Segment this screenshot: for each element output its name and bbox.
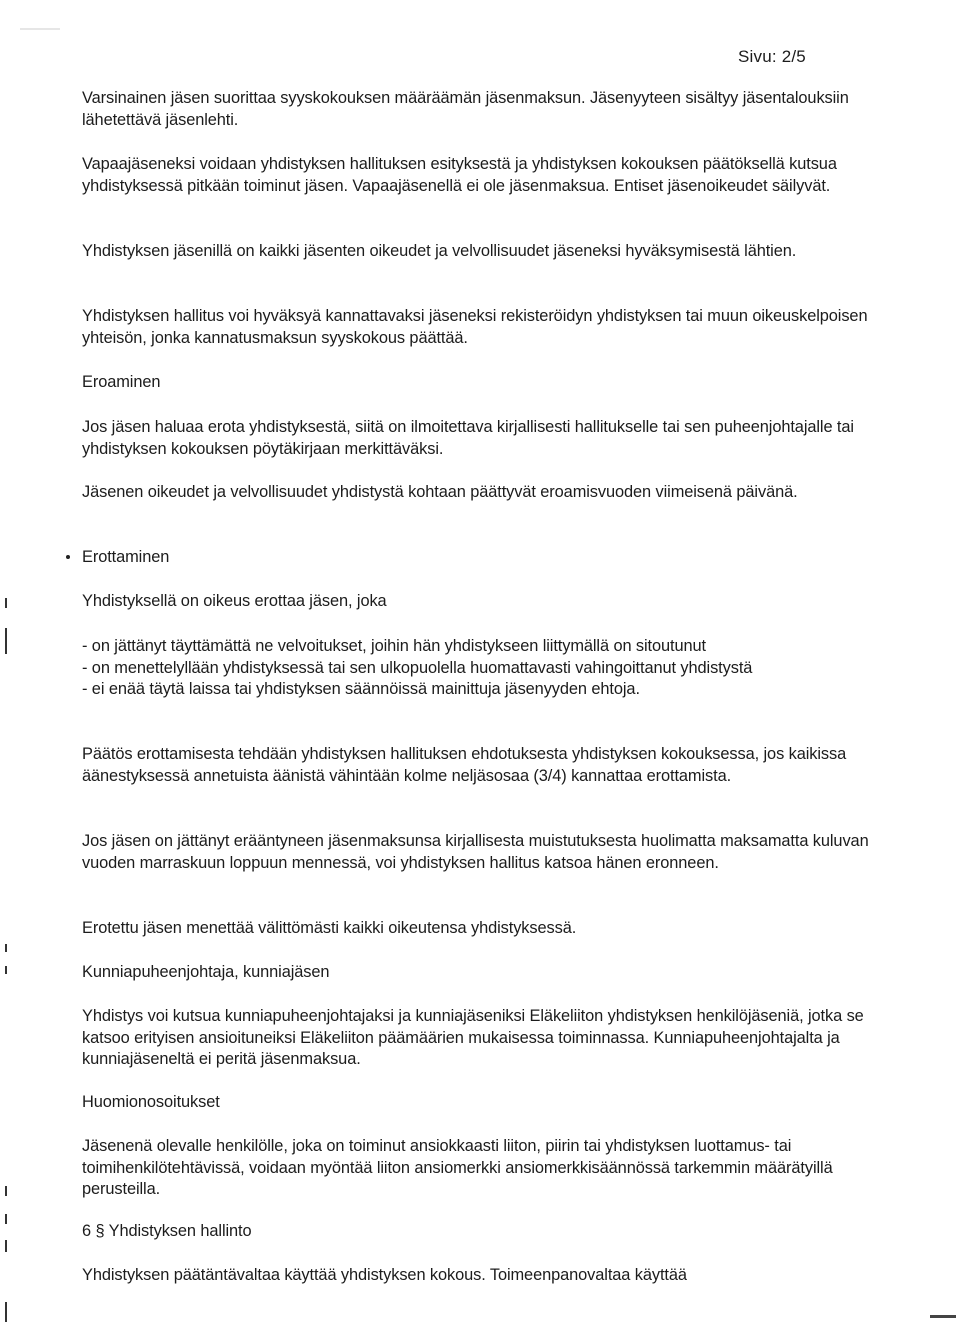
- margin-mark: [5, 1186, 7, 1196]
- paragraph-expulsion-decision: Päätös erottamisesta tehdään yhdistyksen hallituksen ehdotuksesta yhdistyksen kokouksessa, jos kaikissa äänestyksessä annetuista äänistä vähintään kolme neljäsosaa (3/4) kannattaa erottamista.: [82, 745, 847, 785]
- paragraph-awards: Jäsenenä olevalle henkilölle, joka on toiminut ansiokkaasti liiton, piirin tai yhdistyksen luottamus- tai toimihenkilötehtävissä, voidaan myöntää liiton ansiomerkki ansiomerkkisäännössä tarkemmin määrätyillä perusteilla.: [82, 1137, 833, 1198]
- paragraph-governance: Yhdistyksen päätäntävaltaa käyttää yhdistyksen kokous. Toimeenpanovaltaa käyttää: [82, 1266, 687, 1284]
- heading-erottaminen: Erottaminen: [82, 548, 170, 566]
- paragraph-resignation: Jos jäsen haluaa erota yhdistyksestä, siitä on ilmoitettava kirjallisesti hallitukselle tai sen puheenjohtajalle tai yhdistyksen kokouksen pöytäkirjaan merkittäväksi.: [82, 418, 854, 458]
- heading-huomionosoitukset: Huomionosoitukset: [82, 1093, 220, 1111]
- scan-bullet-mark: [66, 555, 70, 559]
- list-item: - ei enää täytä laissa tai yhdistyksen säännöissä mainittuja jäsenyyden ehtoja.: [82, 680, 640, 698]
- paragraph-expelled-rights: Erotettu jäsen menettää välittömästi kaikki oikeutensa yhdistyksessä.: [82, 919, 577, 937]
- paragraph-expulsion-intro: Yhdistyksellä on oikeus erottaa jäsen, joka: [82, 592, 387, 610]
- scan-smudge: [930, 1315, 956, 1318]
- heading-section-6: 6 § Yhdistyksen hallinto: [82, 1222, 252, 1240]
- paragraph-honorary: Yhdistys voi kutsua kunniapuheenjohtajaksi ja kunniajäseniksi Eläkeliiton yhdistyksen henkilöjäseniä, jotka se katsoo erityisen ansioituneiksi Eläkeliiton päämäärien mukaisessa toiminnassa. Kunniapuheenjohtajalta ja kunniajäseneltä ei peritä jäsenmaksua.: [82, 1007, 864, 1068]
- page-number: Sivu: 2/5: [738, 47, 806, 66]
- margin-mark: [5, 1214, 7, 1224]
- expulsion-criteria-list: [82, 636, 752, 701]
- paragraph-membership-fee: Varsinainen jäsen suorittaa syyskokouksen määräämän jäsenmaksun. Jäsenyyteen sisältyy jäsentalouksiin lähetettävä jäsenlehti.: [82, 89, 849, 129]
- paragraph-unpaid-fee: Jos jäsen on jättänyt erääntyneen jäsenmaksunsa kirjallisesta muistutuksesta huolimatta maksamatta kuluvan vuoden marraskuun loppuun mennessä, voi yhdistyksen hallitus katsoa hänen eronneen.: [82, 832, 869, 872]
- paragraph-resignation-end: Jäsenen oikeudet ja velvollisuudet yhdistystä kohtaan päättyvät eroamisvuoden viimeisenä päivänä.: [82, 483, 798, 501]
- paragraph-free-member: Vapaajäseneksi voidaan yhdistyksen hallituksen esityksestä ja yhdistyksen kokouksen päätöksellä kutsua yhdistyksessä pitkään toiminut jäsen. Vapaajäsenellä ei ole jäsenmaksua. Entiset jäsenoikeudet säilyvät.: [82, 155, 837, 195]
- list-item: - on menettelyllään yhdistyksessä tai sen ulkopuolella huomattavasti vahingoittanut yhdistystä: [82, 658, 753, 677]
- margin-mark: [5, 1240, 7, 1252]
- paragraph-member-rights: Yhdistyksen jäsenillä on kaikki jäsenten oikeudet ja velvollisuudet jäseneksi hyväksymisestä lähtien.: [82, 242, 797, 260]
- margin-mark: [5, 598, 7, 608]
- margin-mark: [5, 1302, 7, 1322]
- heading-kunniapuheenjohtaja: Kunniapuheenjohtaja, kunniajäsen: [82, 963, 330, 981]
- margin-mark: [5, 966, 7, 974]
- heading-eroaminen: Eroaminen: [82, 373, 161, 391]
- list-item: - on jättänyt täyttämättä ne velvoitukset, joihin hän yhdistykseen liittymällä on sitoutunut: [82, 637, 707, 655]
- scan-smudge: [20, 28, 60, 30]
- paragraph-supporting-member: Yhdistyksen hallitus voi hyväksyä kannattavaksi jäseneksi rekisteröidyn yhdistyksen tai muun oikeuskelpoisen yhteisön, jonka kannatusmaksun syyskokous päättää.: [82, 307, 868, 347]
- margin-mark: [5, 628, 7, 654]
- margin-mark: [5, 944, 7, 952]
